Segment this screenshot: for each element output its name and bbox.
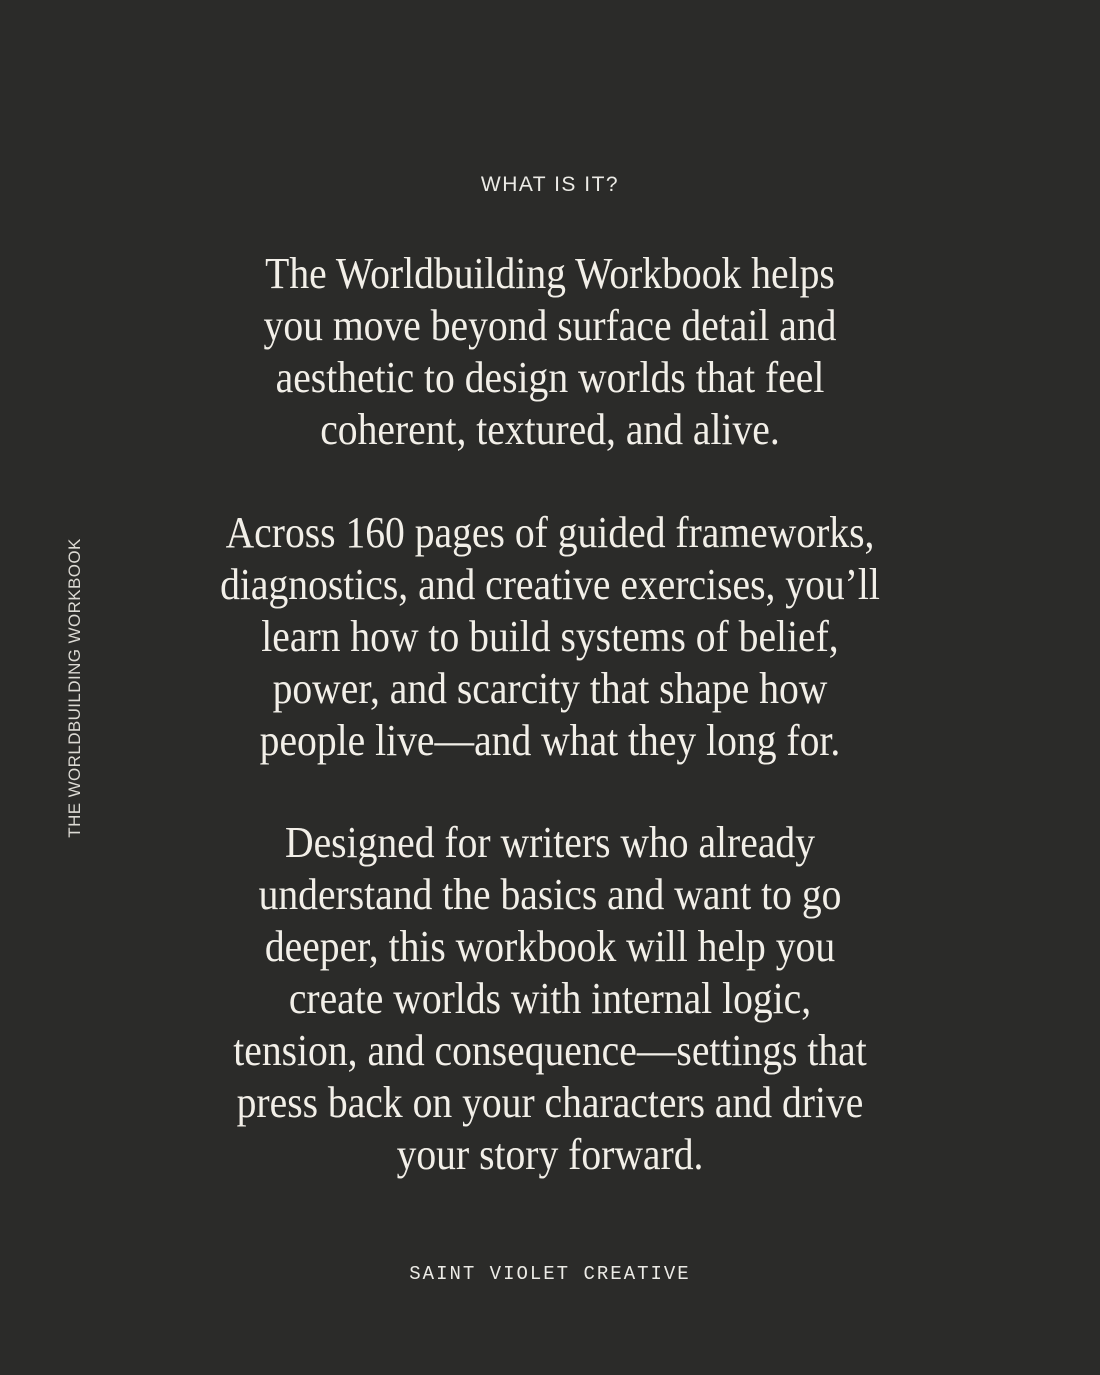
paragraph-line: learn how to build systems of belief, bbox=[261, 612, 839, 661]
paragraph-line: power, and scarcity that shape how bbox=[272, 664, 828, 713]
paragraph-audience bbox=[0, 817, 1100, 1181]
paragraph-contents bbox=[0, 507, 1100, 767]
paragraph-line: aesthetic to design worlds that feel bbox=[275, 353, 825, 402]
paragraph-line: people live—and what they long for. bbox=[259, 716, 841, 765]
paragraph-line: you move beyond surface detail and bbox=[263, 301, 837, 350]
paragraph-line: coherent, textured, and alive. bbox=[320, 405, 780, 454]
section-eyebrow: WHAT IS IT? bbox=[480, 173, 620, 196]
vertical-book-title: THE WORLDBUILDING WORKBOOK bbox=[65, 538, 84, 838]
paragraph-line: deeper, this workbook will help you bbox=[264, 922, 836, 971]
paragraph-line: understand the basics and want to go bbox=[258, 870, 842, 919]
paragraph-line: press back on your characters and drive bbox=[236, 1078, 864, 1127]
paragraph-line: your story forward. bbox=[396, 1130, 704, 1179]
paragraph-line: Designed for writers who already bbox=[284, 818, 816, 867]
paragraph-line: Across 160 pages of guided frameworks, bbox=[225, 508, 875, 557]
paragraph-line: The Worldbuilding Workbook helps bbox=[265, 249, 835, 298]
paragraph-line: create worlds with internal logic, bbox=[288, 974, 812, 1023]
brand-footer: SAINT VIOLET CREATIVE bbox=[409, 1263, 691, 1285]
paragraph-intro bbox=[0, 248, 1100, 456]
paragraph-line: diagnostics, and creative exercises, you’ll bbox=[220, 560, 880, 609]
paragraph-line: tension, and consequence—settings that bbox=[233, 1026, 867, 1075]
